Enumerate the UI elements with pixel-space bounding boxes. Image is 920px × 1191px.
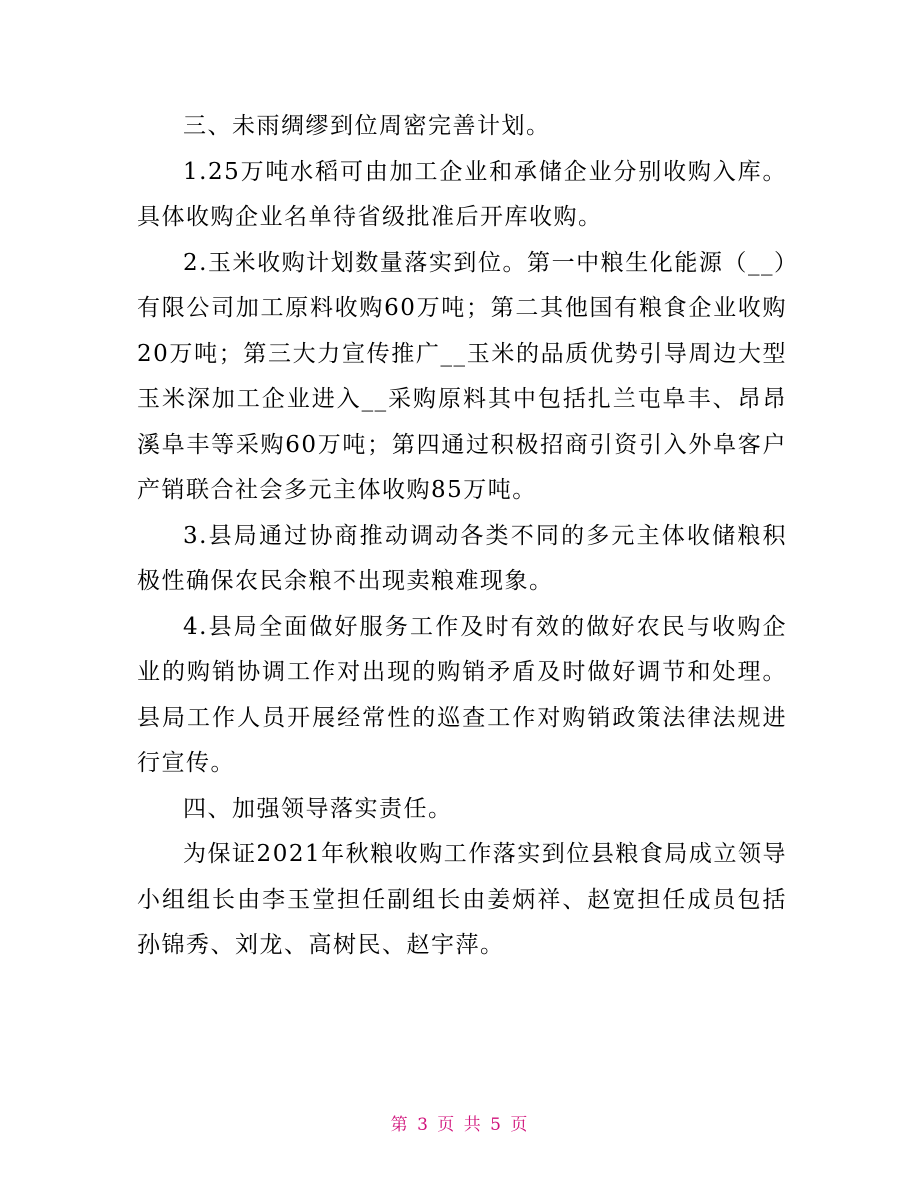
- section-heading-3: 三、未雨绸缪到位周密完善计划。: [183, 113, 551, 139]
- page-number-footer: 第 3 页 共 5 页: [390, 1115, 530, 1135]
- paragraph-item-3: 3.县局通过协商推动调动各类不同的多元主体收储粮积极性确保农民余粮不出现卖粮难现象。: [137, 522, 787, 594]
- document-body: [137, 104, 787, 969]
- paragraph-item-1: 1.25万吨水稻可由加工企业和承储企业分别收购入库。具体收购企业名单待省级批准后开库收购。: [137, 158, 787, 230]
- section-heading-4: 四、加强领导落实责任。: [183, 795, 453, 822]
- paragraph-leadership: 为保证2021年秋粮收购工作落实到位县粮食局成立领导小组组长由李玉堂担任副组长由姜炳祥、赵宽担任成员包括孙锦秀、刘龙、高树民、赵宇萍。: [137, 841, 787, 958]
- paragraph-item-4: 4.县局全面做好服务工作及时有效的做好农民与收购企业的购销协调工作对出现的购销矛盾及时做好调节和处理。县局工作人员开展经常性的巡查工作对购销政策法律法规进行宣传。: [137, 613, 787, 776]
- paragraph-item-2: 2.玉米收购计划数量落实到位。第一中粮生化能源（__）有限公司加工原料收购60万吨；第二其他国有粮食企业收购20万吨；第三大力宣传推广__玉米的品质优势引导周边大型玉米深加工企业进入__采购原料其中包括扎兰屯阜丰、昂昂溪阜丰等采购60万吨；第四通过积极招商引资引入外阜客户产销联合社会多元主体收购85万吨。: [137, 249, 787, 503]
